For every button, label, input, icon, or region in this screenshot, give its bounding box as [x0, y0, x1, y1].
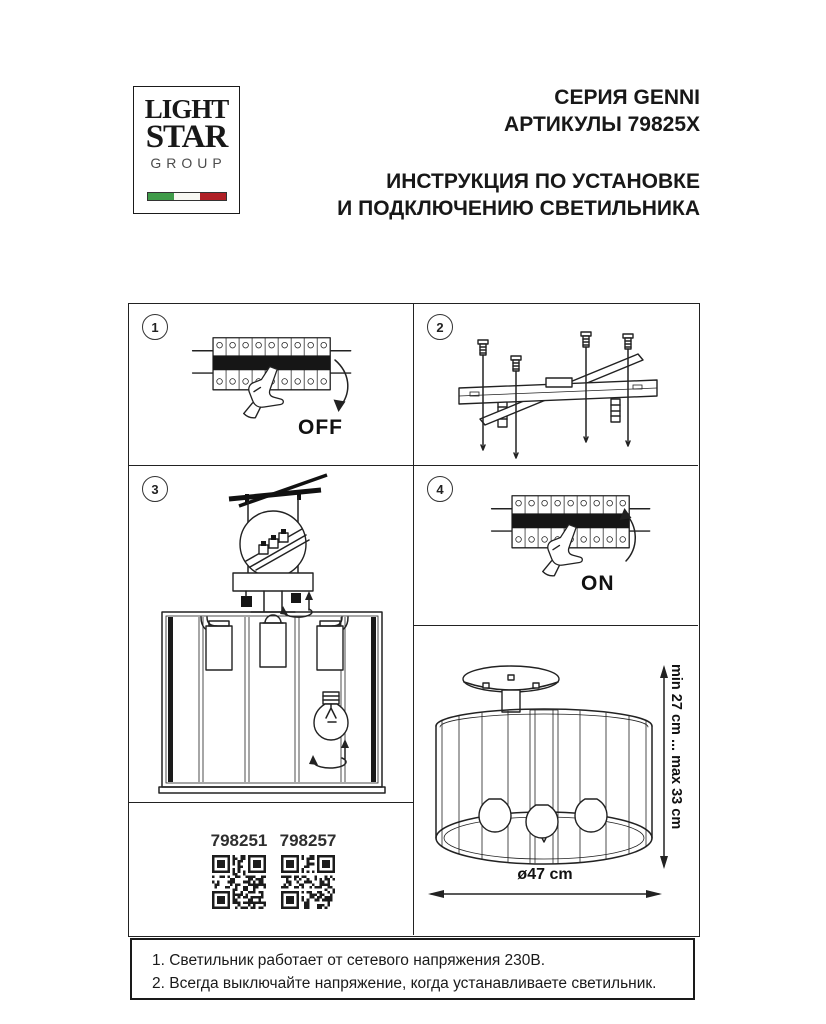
step-4-badge: 4 [427, 476, 453, 502]
ceiling-canopy [463, 666, 559, 692]
ceiling-bracket [229, 475, 327, 506]
article-number-left: 798251 [210, 831, 268, 850]
instruction-title-line1: ИНСТРУКЦИЯ ПО УСТАНОВКЕ [386, 170, 700, 193]
lamp-sockets [201, 615, 348, 670]
qr-code-right [281, 855, 335, 909]
diameter-dimension-arrow [428, 890, 662, 898]
breaker-on-illustration [414, 466, 698, 626]
dimensions-panel [414, 626, 698, 935]
on-label: ON [581, 572, 615, 595]
logo-word-star: STAR [145, 119, 228, 155]
instruction-title-line2: И ПОДКЛЮЧЕНИЮ СВЕТИЛЬНИКА [337, 197, 700, 220]
note-line-1: 1. Светильник работает от сетевого напряжения 230В. [152, 952, 546, 969]
flag-red-segment [200, 193, 226, 200]
document-header [337, 84, 700, 222]
qr-code-left [212, 855, 266, 909]
bracket-mounting-illustration [414, 304, 698, 466]
article-number-right: 798257 [279, 831, 337, 850]
instruction-grid [128, 303, 700, 937]
logo-word-light: LIGHT [144, 94, 229, 124]
lightstar-logo [133, 86, 240, 214]
articles-title: АРТИКУЛЫ 79825X [504, 113, 700, 136]
fixture-dimension-drawing [414, 626, 698, 935]
curved-arrow-down-icon [334, 360, 348, 412]
breaker-off-illustration [129, 304, 414, 466]
step-2-badge: 2 [427, 314, 453, 340]
note-line-2: 2. Всегда выключайте напряжение, когда устанавливаете светильник. [152, 975, 657, 993]
article-qr-panel [129, 803, 414, 935]
rotate-arrow-icon [280, 591, 313, 617]
italian-flag-bar [147, 192, 227, 201]
fixture-assembly-illustration [129, 466, 414, 803]
off-label: OFF [298, 416, 343, 439]
diameter-label: ø47 cm [517, 866, 573, 883]
step-2-panel [414, 304, 698, 466]
series-title: СЕРИЯ GENNI [554, 86, 700, 109]
step-4-panel [414, 466, 698, 626]
safety-notes [130, 938, 695, 1000]
step-1-badge: 1 [142, 314, 168, 340]
logo-word-group: GROUP [150, 155, 227, 171]
step-3-badge: 3 [142, 476, 168, 502]
bulb-rotate-arrow-icon [309, 739, 349, 768]
light-bulb-icon [314, 692, 348, 740]
height-range-label: min 27 cm ... max 33 cm [668, 664, 684, 830]
bulbs [479, 799, 607, 842]
step-3-panel [129, 466, 414, 803]
height-dimension-arrow [660, 665, 668, 869]
flag-green-segment [148, 193, 174, 200]
step-1-panel [129, 304, 414, 466]
flag-white-segment [174, 193, 200, 200]
